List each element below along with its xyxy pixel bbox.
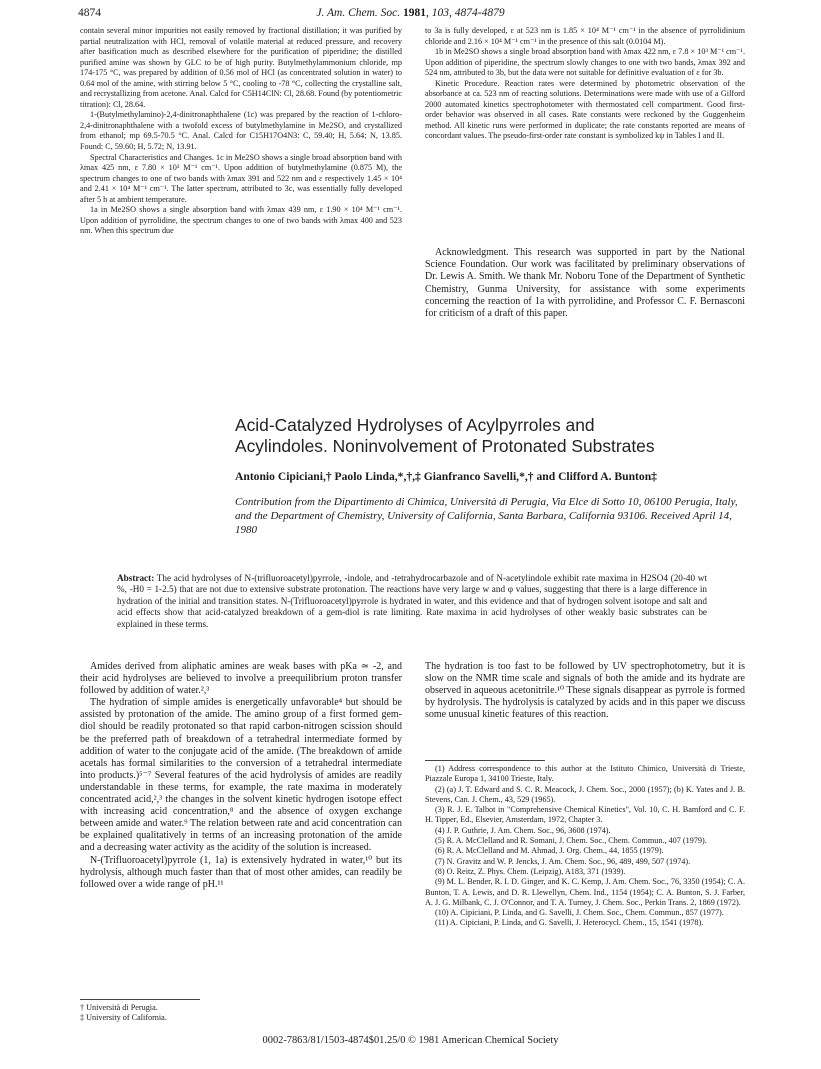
reference: (2) (a) J. T. Edward and S. C. R. Meacock, J. Chem. Soc., 2000 (1957); (b) K. Yates and J. B. Stevens, Can. J. Chem., 43, 529 (1965). — [425, 784, 745, 804]
abstract-text: The acid hydrolyses of N-(trifluoroacetyl)pyrrole, -indole, and -tetrahydrocarbazole and of N-acetylindole exhibit rate maxima in H2SO4 (20-40 wt %, -H0 = 1-2.5) that are not due to extensive substrate protonation. The reactions have very large w and φ values, suggesting that there is a large difference in hydration of the initial and transition states. N-(Trifluoroacetyl)pyrrole is hydrated in water, and this evidence and that of hydrogen solvent isotope and salt and acid effects show that acid-catalyzed breakdown of a gem-diol is rate limiting. Rate maxima in acid hydrolyses of other weakly basic substrates can be explained in these terms. — [117, 573, 707, 629]
abstract-label: Abstract: — [117, 573, 155, 583]
copyright-footer: 0002-7863/81/1503-4874$01.25/0 © 1981 American Chemical Society — [262, 1035, 559, 1046]
reference: (7) N. Gravitz and W. P. Jencks, J. Am. Chem. Soc., 96, 489, 499, 507 (1974). — [435, 856, 691, 866]
paragraph: The hydration is too fast to be followed by UV spectrophotometry, but it is slow on the NMR time scale and signals of both the amide and its hydrate are observed in aqueous acetonitrile.¹⁰ These signals disappear as pyrrole is formed by hydrolysis. The hydrolysis is catalyzed by acids and in this paper we discuss some unusual kinetic features of this reaction. — [425, 661, 745, 721]
acknowledgment-text: Acknowledgment. This research was supported in part by the National Science Foundation. Our work was facilitated by preliminary observations of Dr. Lewis A. Smith. We thank Mr. Noboru Tone of the Department of Synthetic Chemistry, Gunma University, for assistance with some experiments concerning the reaction of 1a with pyrrolidine, and Professor C. F. Bernasconi for criticism of a draft of this paper. — [425, 247, 745, 320]
journal-year: 1981 — [403, 7, 427, 19]
reference: (5) R. A. McClelland and R. Somani, J. Chem. Soc., Chem. Commun., 407 (1979). — [435, 836, 707, 846]
title-line: Acylindoles. Noninvolvement of Protonated Substrates — [235, 435, 655, 456]
acknowledgment — [425, 247, 745, 320]
affiliation-footnotes — [80, 1003, 380, 1024]
reference: (8) O. Reitz, Z. Phys. Chem. (Leipzig), A183, 371 (1939). — [435, 866, 626, 876]
page-number: 4874 — [78, 7, 101, 19]
reference: (11) A. Cipiciani, P. Linda, and G. Savelli, J. Heterocycl. Chem., 15, 1541 (1978). — [435, 918, 704, 928]
running-header — [0, 7, 821, 19]
reference: (4) J. P. Guthrie, J. Am. Chem. Soc., 96, 3608 (1974). — [435, 825, 611, 835]
reference: (6) R. A. McClelland and M. Ahmad, J. Org. Chem., 44, 1855 (1979). — [435, 846, 664, 856]
paragraph: Spectral Characteristics and Changes. 1c in Me2SO shows a single broad absorption band with λmax 425 nm, ε 7.80 × 10³ M⁻¹ cm⁻¹. Upon addition of butylmethylamine (0.875 M), the spectrum changes to one of two bands with λmax 391 and 522 nm and ε respectively 1.45 × 10⁴ and 2.41 × 10⁴ M⁻¹ cm⁻¹. The latter spectrum, attributed to 3c, was essentially fully developed after 5 h at ambient temperature. — [80, 152, 402, 204]
previous-article-left-column — [80, 26, 402, 237]
paragraph: 1b in Me2SO shows a single broad absorption band with λmax 422 nm, ε 7.8 × 10³ M⁻¹ cm⁻¹. Upon addition of piperidine, the spectrum slowly changes to one with two bands, λmax 392 and 524 nm, attributed to 3b, but the data were not suitable for definitive evaluation of ε for 3b. — [425, 47, 745, 78]
reference: (3) R. J. E. Talbot in "Comprehensive Chemical Kinetics", Vol. 10, C. H. Bamford and C. F. H. Tipper, Ed., Elsevier, Amsterdam, 1972, Chapter 3. — [425, 805, 745, 825]
article-title — [235, 415, 795, 456]
paragraph: 1a in Me2SO shows a single absorption band with λmax 439 nm, ε 1.90 × 10⁴ M⁻¹ cm⁻¹. Upon addition of pyrrolidine, the spectrum changes to one of two bands with λmax 400 and 523 nm. When this spectrum due — [80, 205, 402, 236]
reference: (9) M. L. Bender, R. I. D. Ginger, and K. C. Kemp, J. Am. Chem. Soc., 76, 3350 (1954); C. A. Bunton, T. A. Lewis, and D. R. Llewellyn, Chem. Ind., 1154 (1954); C. A. Bunton, S. J. Farber, A. J. G. Milbank, C. J. O'Connor, and T. A. Turney, J. Chem. Soc., Perkin Trans. 2, 1869 (1972). — [425, 877, 745, 907]
references-list — [425, 764, 745, 929]
journal-name: J. Am. Chem. Soc. — [316, 7, 401, 19]
footnote: † Università di Perugia. — [80, 1003, 158, 1012]
body-right-column — [425, 661, 745, 721]
title-line: Acid-Catalyzed Hydrolyses of Acylpyrroles and — [235, 415, 595, 435]
footnote: ‡ University of California. — [80, 1013, 167, 1023]
footnote-divider — [80, 999, 200, 1000]
body-left-column — [80, 661, 402, 891]
paragraph: to 3a is fully developed, ε at 523 nm is 1.85 × 10⁴ M⁻¹ cm⁻¹ in the absence of pyrrolidinium chloride and 2.16 × 10⁴ M⁻¹ cm⁻¹ in the presence of this salt (0.0104 M). — [425, 26, 745, 46]
paragraph: The hydration of simple amides is energetically unfavorable⁴ but should be assisted by protonation of the amide. The amino group of a first formed gem-diol should be readily protonated so that rapid carbon-nitrogen scission should be the preferred path of breakdown of a tetrahedral intermediate formed by addition of water to the conjugate acid of the amide. (The breakdown of amide acetals has formal similarities to the conversion of a tetrahedral intermediate into products.)⁵⁻⁷ Several features of the acid hydrolysis of amides are readily understandable in these terms, for example, the rate maxima in moderately concentrated acid,²,³ the changes in the solvent kinetic hydrogen isotope effect with increasing acid concentration,⁸ and the absence of oxygen exchange between amide and water.⁹ The relation between rate and acid concentration can be explained qualitatively in terms of an increasing protonation of the amide and a decreasing water activity as the acidity of the solution is increased. — [80, 697, 402, 854]
reference: (1) Address correspondence to this author at the Istituto Chimico, Università di Trieste, Piazzale Europa 1, 34100 Trieste, Italy. — [425, 764, 745, 784]
paragraph: N-(Trifluoroacetyl)pyrrole (1, 1a) is extensively hydrated in water,¹⁰ but its hydrolysis, although much faster than that of most other amides, can readily be followed over a wide range of pH.¹¹ — [80, 854, 402, 890]
references-divider — [425, 760, 545, 761]
paragraph: Kinetic Procedure. Reaction rates were determined by photometric observation of the absorbance at ca. 523 nm of reacting solutions. Determinations were made with use of a Gilford 2000 automated kinetics spectrophotometer with thermostated cell compartment. Good first-order behavior was observed in all cases. Rate constants were reckoned by the Guggenheim method. All kinetic runs were performed in duplicate; the rate constants reported are means of concordant values. The pseudo-first-order rate constant is symbolized kψ in Tables I and II. — [425, 78, 745, 141]
abstract — [117, 573, 707, 630]
paragraph: Amides derived from aliphatic amines are weak bases with pKa ≃ -2, and their acid hydrolyses are believed to involve a preequilibrium proton transfer followed by addition of water.²,³ — [80, 661, 402, 697]
author-list: Antonio Cipiciani,† Paolo Linda,*,†,‡ Gianfranco Savelli,*,† and Clifford A. Bunton‡ — [235, 470, 657, 483]
paragraph: 1-(Butylmethylamino)-2,4-dinitronaphthalene (1c) was prepared by the reaction of 1-chloro-2,4-dinitronaphthalene with a twofold excess of butylmethylamine in Me2SO, and crystallized from ethanol; mp 69.5-70.5 °C. Anal. Calcd for C15H17O4N3: C, 59.40; H, 5.64; N, 13.85. Found: C, 59.60; H, 5.72; N, 13.91. — [80, 110, 402, 152]
volume-pages: , 103, 4874-4879 — [426, 7, 505, 19]
reference: (10) A. Cipiciani, P. Linda, and G. Savelli, J. Chem. Soc., Chem. Commun., 857 (1977). — [435, 908, 724, 918]
previous-article-right-column — [425, 26, 745, 142]
contribution-affiliation: Contribution from the Dipartimento di Chimica, Università di Perugia, Via Elce di Sotto 10, 06100 Perugia, Italy, and the Department of Chemistry, University of California, Santa Barbara, California 93106. Received April 14, 1980 — [235, 496, 738, 536]
paragraph: contain several minor impurities not easily removed by fractional distillation; it was purified by partial neutralization with HCl, removal of volatile material at reduced pressure, and recovery after basification much as described elsewhere for the purification of piperidine; the distilled purified amine was shown by GLC to be of high purity. Butylmethylammonium chloride, mp 174-175 °C, was prepared by addition of 0.56 mol of HCl (as concentrated solution in water) to 0.64 mol of the amine, with stirring below 5 °C, cooling to -78 °C, collecting the crystalline salt, and recrystallizing from acetone. Anal. Calcd for C5H14ClN: Cl, 28.68. Found (by potentiometric titration): Cl, 28.64. — [80, 26, 402, 109]
